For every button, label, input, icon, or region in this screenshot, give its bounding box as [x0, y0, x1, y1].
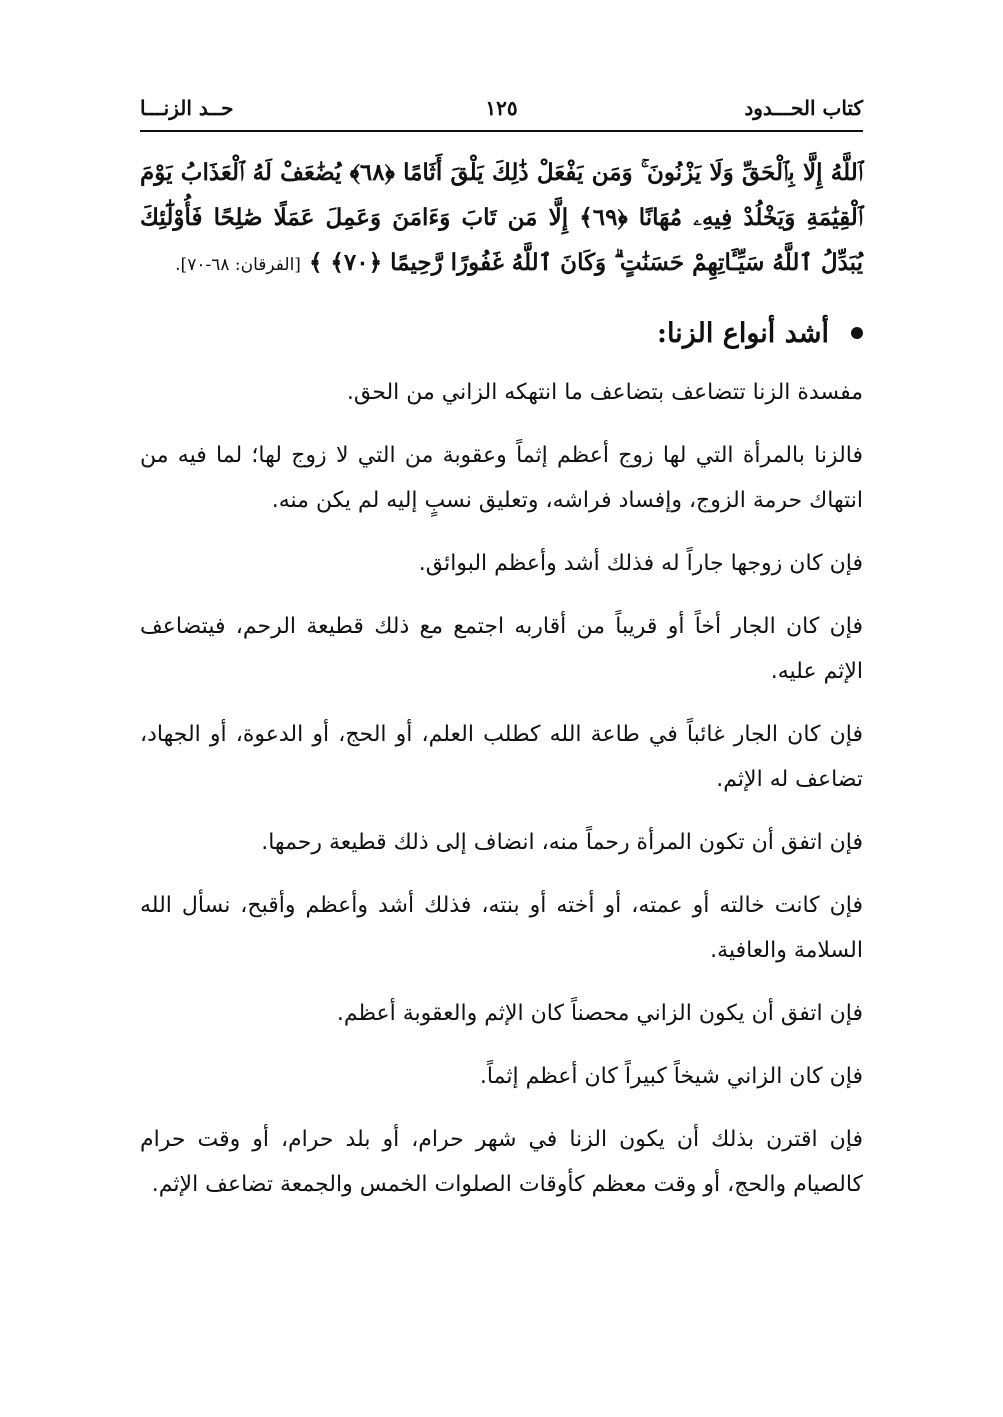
bullet-icon — [851, 327, 863, 339]
paragraph: فإن اتفق أن يكون الزاني محصناً كان الإثم والعقوبة أعظم. — [336, 1001, 863, 1026]
page-number: ١٢٥ — [485, 96, 518, 120]
paragraph: فإن كان زوجها جاراً له فذلك أشد وأعظم البوائق. — [418, 551, 863, 576]
section-heading-text: أشد أنواع الزنا: — [656, 317, 829, 349]
book-title: كتاب الحـــدود — [744, 96, 863, 120]
paragraph: فإن اقترن بذلك أن يكون الزنا في شهر حرام، أو بلد حرام، أو وقت حرام كالصيام والحج، أو وقت معظم كأوقات الصلوات الخمس والجمعة تضاعف الإثم. — [140, 1127, 863, 1197]
verse-text: ﭐللَّهُ إِلَّا بِٱلْحَقِّ وَلَا يَزْنُونَ ۚ وَمَن يَفْعَلْ ذَٰلِكَ يَلْقَ أَثَامًا ﴿٦٨﴾ يُضَٰعَفْ لَهُ ٱلْعَذَابُ يَوْمَ ٱلْقِيَٰمَةِ وَيَخْلُدْ فِيهِۦ مُهَانًا ﴿٦٩﴾ إِلَّا مَن تَابَ وَءَامَنَ وَعَمِلَ عَمَلًا صَٰلِحًا فَأُوْلَٰٓئِكَ يُبَدِّلُ ٱللَّهُ سَيِّـَٔاتِهِمْ حَسَنَٰتٍ ۗ وَكَانَ ٱللَّهُ غَفُورًا رَّحِيمًا ﴿٧٠﴾ ﴾ — [140, 159, 863, 276]
quran-verse — [140, 150, 863, 288]
section-heading — [140, 303, 863, 363]
page-body — [140, 150, 863, 1207]
running-header — [140, 96, 863, 130]
paragraph: فإن كان الجار أخاً أو قريباً من أقاربه اجتمع مع ذلك قطيعة الرحم، فيتضاعف الإثم عليه. — [140, 614, 863, 684]
chapter-title: حــد الزنـــا — [140, 96, 234, 120]
paragraph: فإن كان الجار غائباً في طاعة الله كطلب العلم، أو الحج، أو الدعوة، أو الجهاد، تضاعف له الإثم. — [140, 722, 863, 792]
paragraph: فإن اتفق أن تكون المرأة رحماً منه، انضاف إلى ذلك قطيعة رحمها. — [261, 830, 863, 855]
paragraph: فالزنا بالمرأة التي لها زوج أعظم إثماً وعقوبة من التي لا زوج لها؛ لما فيه من انتهاك حرمة الزوج، وإفساد فراشه، وتعليق نسبٍ إليه لم يكن منه. — [140, 443, 863, 513]
paragraph: مفسدة الزنا تتضاعف بتضاعف ما انتهكه الزاني من الحق. — [346, 380, 863, 405]
paragraph: فإن كان الزاني شيخاً كبيراً كان أعظم إثماً. — [479, 1064, 863, 1089]
header-rule — [140, 130, 863, 132]
verse-reference: [الفرقان: ٦٨-٧٠]. — [175, 255, 301, 275]
paragraph: فإن كانت خالته أو عمته، أو أخته أو بنته، فذلك أشد وأعظم وأقبح، نسأل الله السلامة والعافية. — [140, 893, 863, 963]
